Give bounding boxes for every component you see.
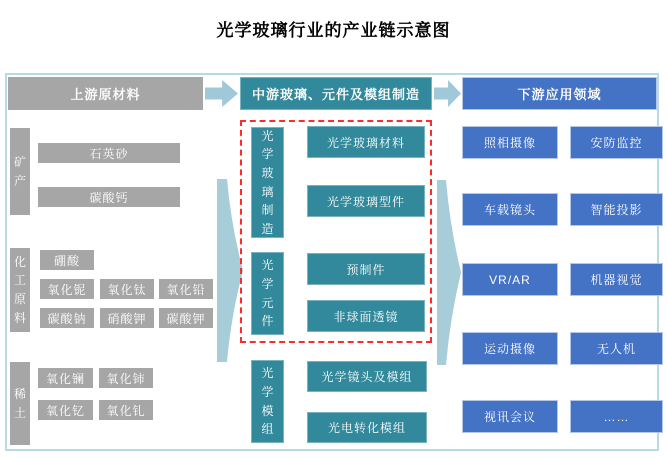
midstream-item-box: 光学玻璃材料	[307, 126, 425, 158]
downstream-item-box: 视讯会议	[462, 400, 558, 433]
upstream-item-box: 氧化镧	[38, 368, 93, 388]
group-label-chemicals: 化工原料	[10, 248, 30, 332]
downstream-item-box: 机器视觉	[570, 263, 663, 296]
flow-arrow-icon	[437, 180, 461, 365]
group-label-optical-glass-mfg: 光学玻璃制造	[251, 127, 284, 238]
header-upstream: 上游原材料	[8, 77, 203, 110]
downstream-item-box: 运动摄像	[462, 332, 558, 365]
midstream-item-box: 非球面透镜	[307, 300, 425, 332]
upstream-item-box: 碳酸钙	[38, 187, 180, 207]
upstream-item-box: 碳酸钠	[40, 308, 94, 328]
downstream-item-box: VR/AR	[462, 263, 558, 296]
upstream-item-box: 氧化钆	[99, 400, 153, 420]
downstream-item-box: 安防监控	[570, 126, 663, 159]
diagram-title: 光学玻璃行业的产业链示意图	[216, 21, 451, 40]
midstream-item-box: 预制件	[307, 253, 425, 285]
group-label-optical-modules: 光学模组	[251, 360, 284, 443]
group-label-optical-elements: 光学元件	[251, 252, 284, 335]
upstream-item-box: 氧化钛	[100, 279, 154, 299]
downstream-item-box: 智能投影	[570, 193, 663, 226]
header-midstream: 中游玻璃、元件及模组制造	[240, 77, 432, 110]
downstream-item-box: ……	[570, 400, 663, 433]
group-label-minerals: 矿产	[10, 128, 30, 215]
header-downstream: 下游应用领域	[462, 77, 657, 110]
downstream-item-box: 照相摄像	[462, 126, 558, 159]
upstream-item-box: 氧化铌	[40, 279, 94, 299]
group-label-rare-earth: 稀土	[10, 362, 30, 445]
downstream-item-box: 车载镜头	[462, 193, 558, 226]
upstream-item-box: 硝酸钾	[100, 308, 154, 328]
upstream-item-box: 氧化铈	[99, 368, 153, 388]
midstream-item-box: 光学镜头及模组	[307, 361, 427, 392]
upstream-item-box: 氧化钇	[38, 400, 93, 420]
midstream-item-box: 光电转化模组	[307, 412, 427, 443]
upstream-item-box: 氧化铅	[159, 279, 213, 299]
midstream-item-box: 光学玻璃型件	[307, 185, 425, 217]
upstream-item-box: 硼酸	[40, 250, 94, 270]
upstream-item-box: 石英砂	[38, 143, 180, 163]
downstream-item-box: 无人机	[570, 332, 663, 365]
upstream-item-box: 碳酸钾	[159, 308, 213, 328]
